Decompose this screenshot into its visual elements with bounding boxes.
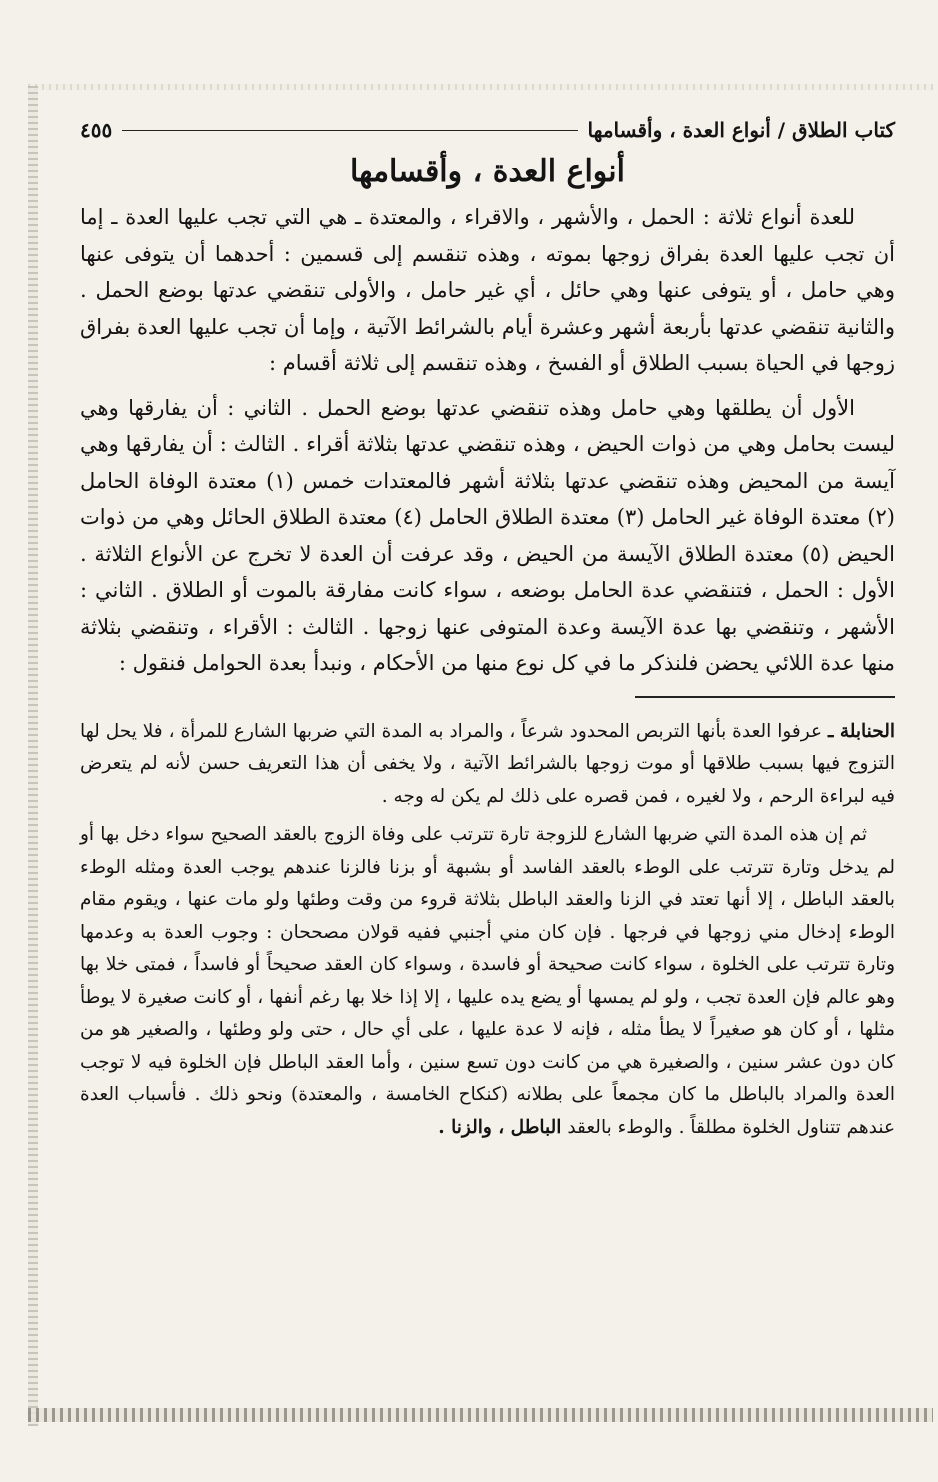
running-title: كتاب الطلاق / أنواع العدة ، وأقسامها: [587, 118, 895, 142]
page-border-left: [28, 86, 38, 1426]
page-number: ٤٥٥: [80, 118, 113, 142]
footnote-paragraph-2: [80, 819, 895, 1144]
main-paragraph-2: الأول أن يطلقها وهي حامل وهذه تنقضي عدتها بوضع الحمل . الثاني : أن يفارقها وهي ليست بحامل وهي من ذوات الحيض ، وهذه تنقضي عدتها بثلاثة أقراء . الثالث : أن يفارقها وهي آيسة من المحيض وهذه تنقضي عدتها بثلاثة أشهر فالمعتدات خمس (١) معتدة الوفاة الحامل (٢) معتدة الوفاة غير الحامل (٣) معتدة الطلاق الحامل (٤) معتدة الطلاق الحائل وهي من ذوات الحيض (٥) معتدة الطلاق الآيسة من الحيض ، وقد عرفت أن العدة لا تخرج عن الأنواع الثلاثة . الأول : الحمل ، فتنقضي عدة الحامل بوضعه ، سواء كانت مفارقة بالموت أو الطلاق . الثاني : الأشهر ، وتنقضي بها عدة الآيسة وعدة المتوفى عنها زوجها . الثالث : الأقراء ، وتنقضي بثلاثة منها عدة اللائي يحضن فلنذكر ما في كل نوع منها من الأحكام ، ونبدأ بعدة الحوامل فنقول :: [80, 395, 895, 675]
footnote-tail: الباطل ، والزنا .: [438, 1116, 562, 1138]
footnotes: [80, 716, 895, 1145]
book-page: [80, 112, 895, 1382]
running-header: [80, 112, 895, 148]
footnote-paragraph-1: [80, 716, 895, 814]
footnote-text-2: ثم إن هذه المدة التي ضربها الشارع للزوجة تارة تترتب على وفاة الزوج بالعقد الصحيح سواء دخل بها أو لم يدخل وتارة تترتب على الوطء بالعقد الفاسد أو بشبهة أو بزنا فالزنا عندهم يوجب العدة ومثله الوطء بالعقد الباطل ، إلا أنها تعتد في الزنا والعقد الباطل بثلاثة قروء من وقت وطئها ولو مات عنها ، ويقوم مقام الوطء إدخال مني زوجها في فرجها . فإن كان مني أجنبي ففيه قولان مصححان : وجوب العدة به وعدمها وتارة تترتب على الخلوة ، سواء كانت صحيحة أو فاسدة ، وسواء كان العقد صحيحاً أو فاسداً ، فمتى خلا بها وهو عالم فإن العدة تجب ، ولو لم يمسها أو يضع يده عليها ، إلا إذا خلا بها رغم أنفها ، أو كانت صغيرة لا يوطأ مثلها ، أو كان هو صغيراً لا يطأ مثله ، فإنه لا عدة عليها ، على أي حال ، حتى ولو وطئها ، والصغير هو من كان دون عشر سنين ، والصغيرة هي من كانت دون تسع سنين ، وأما العقد الباطل فإن الخلوة فيه لا توجب العدة والمراد بالباطل ما كان مجمعاً على بطلانه (كنكاح الخامسة ، والمعتدة) ونحو ذلك . فأسباب العدة عندهم تتناول الخلوة مطلقاً . والوطء بالعقد: [80, 824, 895, 1138]
main-text: [80, 199, 895, 682]
page-border-top: [28, 84, 933, 90]
header-rule: [122, 130, 577, 131]
footnote-lead: الحنابلة ـ: [827, 720, 895, 742]
chapter-title: أنواع العدة ، وأقسامها: [350, 154, 625, 189]
footnote-divider: [635, 696, 895, 698]
page-border-bottom: [28, 1408, 933, 1422]
main-paragraph-1: للعدة أنواع ثلاثة : الحمل ، والأشهر ، والاقراء ، والمعتدة ـ هي التي تجب عليها العدة ـ إما أن تجب عليها العدة بفراق زوجها بموته ، وهذه تنقسم إلى قسمين : أحدهما أن يتوفى عنها وهي حامل ، أو يتوفى عنها وهي حائل ، أي غير حامل ، والأولى تنقضي عدتها بوضع الحمل . والثانية تنقضي عدتها بأربعة أشهر وعشرة أيام بالشرائط الآتية ، وإما أن تجب عليها العدة بفراق زوجها في الحياة بسبب الطلاق أو الفسخ ، وهذه تنقسم إلى ثلاثة أقسام :: [80, 205, 895, 375]
footnote-text-1: عرفوا العدة بأنها التربص المحدود شرعاً ، والمراد به المدة التي ضربها الشارع للمرأة ، فلا يحل لها التزوج فيها بسبب طلاقها أو موت زوجها بالشرائط الآتية ، ولا يخفى أن هذا التعريف حسن لأنه لم يتعرض فيه لبراءة الرحم ، ولا لغيره ، فمن قصره على ذلك لم يكن له وجه .: [80, 720, 895, 807]
